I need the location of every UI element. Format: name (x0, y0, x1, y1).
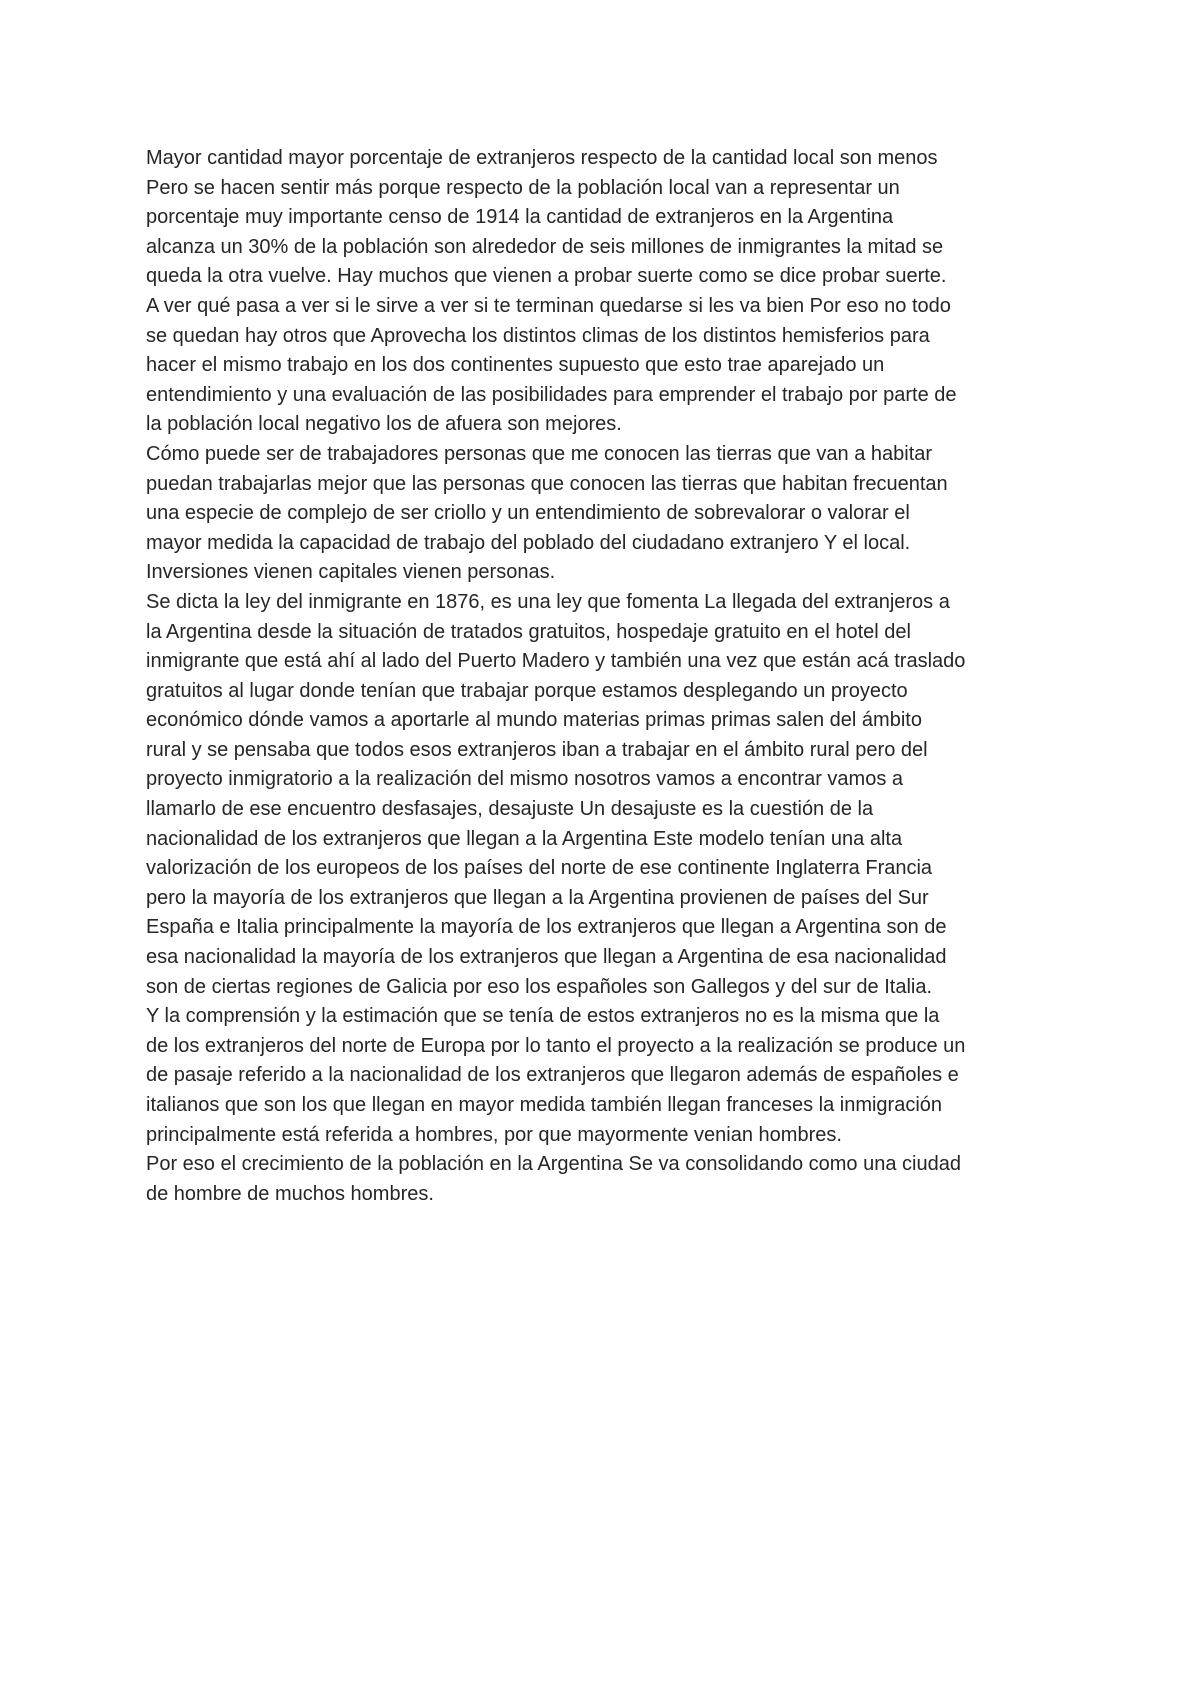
text-line: alcanza un 30% de la población son alrededor de seis millones de inmigrantes la mitad se (146, 235, 944, 258)
text-line: entendimiento y una evaluación de las posibilidades para emprender el trabajo por parte de (146, 383, 957, 406)
text-line: de pasaje referido a la nacionalidad de los extranjeros que llegaron además de españoles e (146, 1064, 959, 1087)
text-line: se quedan hay otros que Aprovecha los distintos climas de los distintos hemisferios para (146, 324, 930, 347)
text-line: Cómo puede ser de trabajadores personas que me conocen las tierras que van a habitar (146, 442, 933, 465)
text-line: inmigrante que está ahí al lado del Puerto Madero y también una vez que están acá traslado (146, 650, 966, 673)
text-line: italianos que son los que llegan en mayor medida también llegan franceses la inmigración (146, 1094, 943, 1116)
text-line: de los extranjeros del norte de Europa por lo tanto el proyecto a la realización se produce un (146, 1034, 966, 1057)
text-line: Se dicta la ley del inmigrante en 1876, es una ley que fomenta La llegada del extranjeros a (146, 590, 950, 613)
text-line: Inversiones vienen capitales vienen personas. (146, 561, 556, 584)
text-line: una especie de complejo de ser criollo y un entendimiento de sobrevalorar o valorar el (146, 502, 910, 525)
text-line: la Argentina desde la situación de tratados gratuitos, hospedaje gratuito en el hotel del (146, 620, 911, 643)
text-line: la población local negativo los de afuera son mejores. (146, 413, 622, 436)
text-line: puedan trabajarlas mejor que las personas que conocen las tierras que habitan frecuentan (146, 472, 948, 495)
document-body (146, 144, 1086, 1209)
text-line: nacionalidad de los extranjeros que llegan a la Argentina Este modelo tenían una alta (146, 827, 903, 850)
text-line: proyecto inmigratorio a la realización del mismo nosotros vamos a encontrar vamos a (146, 768, 904, 791)
text-line: de hombre de muchos hombres. (146, 1182, 434, 1205)
text-line: hacer el mismo trabajo en los dos continentes supuesto que esto trae aparejado un (146, 354, 885, 377)
text-line: gratuitos al lugar donde tenían que trabajar porque estamos desplegando un proyecto (146, 679, 908, 702)
text-line: A ver qué pasa a ver si le sirve a ver si te terminan quedarse si les va bien Por eso no todo (146, 294, 951, 317)
text-line: Pero se hacen sentir más porque respecto de la población local van a representar un (146, 176, 900, 199)
text-line: económico dónde vamos a aportarle al mundo materias primas primas salen del ámbito (146, 709, 922, 732)
text-line: mayor medida la capacidad de trabajo del poblado del ciudadano extranjero Y el local. (146, 531, 911, 554)
text-line: Y la comprensión y la estimación que se tenía de estos extranjeros no es la misma que la (146, 1005, 940, 1028)
text-line: esa nacionalidad la mayoría de los extranjeros que llegan a Argentina de esa nacionalidad (146, 946, 947, 969)
text-line: rural y se pensaba que todos esos extranjeros iban a trabajar en el ámbito rural pero del (146, 738, 928, 761)
text-line: queda la otra vuelve. Hay muchos que vienen a probar suerte como se dice probar suerte. (146, 265, 947, 288)
text-line: son de ciertas regiones de Galicia por eso los españoles son Gallegos y del sur de Italia. (146, 975, 933, 998)
text-line: Por eso el crecimiento de la población en la Argentina Se va consolidando como una ciudad (146, 1153, 961, 1176)
text-line: España e Italia principalmente la mayoría de los extranjeros que llegan a Argentina son de (146, 916, 947, 939)
text-line: pero la mayoría de los extranjeros que llegan a la Argentina provienen de países del Sur (146, 886, 929, 909)
text-line: principalmente está referida a hombres, por que mayormente venian hombres. (146, 1123, 842, 1146)
text-line: Mayor cantidad mayor porcentaje de extranjeros respecto de la cantidad local son menos (146, 147, 938, 169)
text-line: porcentaje muy importante censo de 1914 la cantidad de extranjeros en la Argentina (146, 206, 894, 229)
text-line: valorización de los europeos de los países del norte de ese continente Inglaterra Francia (146, 857, 933, 880)
text-line: llamarlo de ese encuentro desfasajes, desajuste Un desajuste es la cuestión de la (146, 798, 874, 821)
